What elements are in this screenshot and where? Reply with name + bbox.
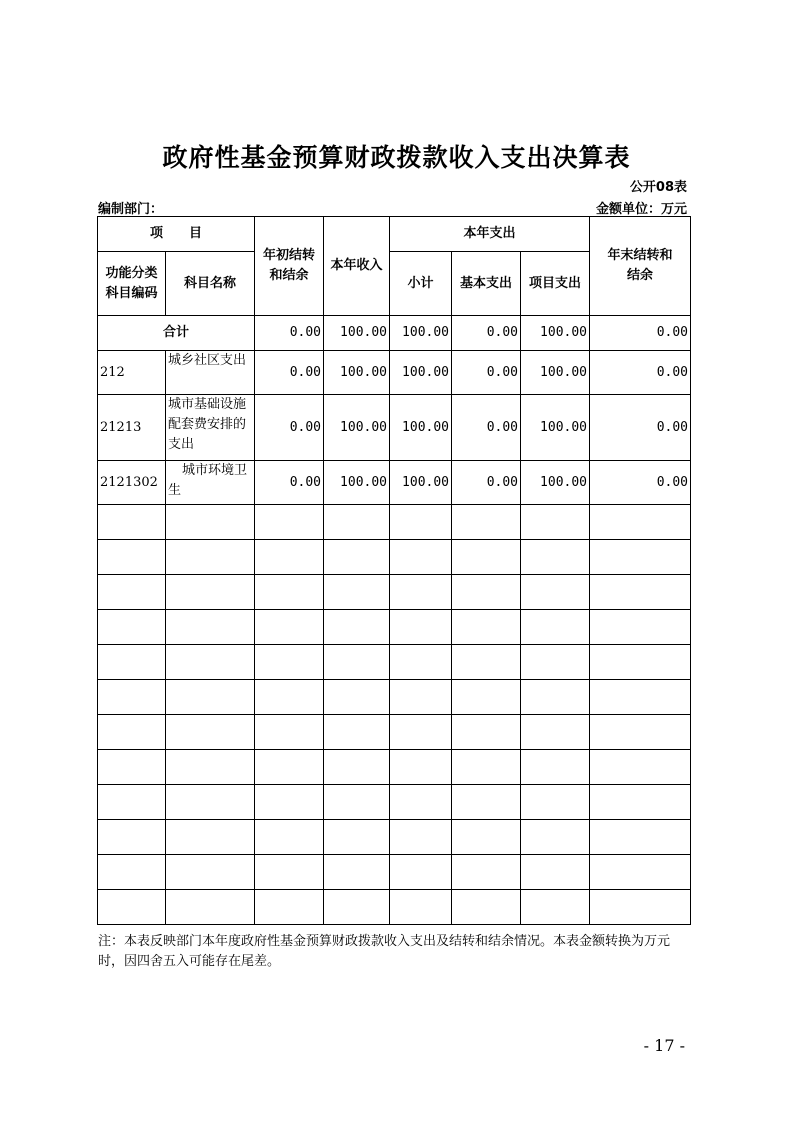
row-carry-end: 0.00 (590, 395, 691, 461)
empty-row (98, 785, 691, 820)
row-name: 城市基础设施配套费安排的支出 (166, 395, 255, 461)
header-item: 项 目 (98, 217, 255, 252)
row-code: 2121302 (98, 461, 166, 505)
row-code: 21213 (98, 395, 166, 461)
empty-row (98, 750, 691, 785)
header-carry-begin: 年初结转和结余 (255, 217, 324, 316)
table-note: 注：本表反映部门本年度政府性基金预算财政拨款收入支出及结转和结余情况。本表金额转换为万元时，因四舍五入可能存在尾差。 (98, 934, 671, 969)
empty-row (98, 890, 691, 925)
table-row (98, 461, 691, 505)
empty-row (98, 680, 691, 715)
row-code: 212 (98, 351, 166, 395)
header-income: 本年收入 (324, 217, 390, 316)
row-subtotal: 100.00 (390, 351, 452, 395)
row-carry-end: 0.00 (590, 351, 691, 395)
row-project: 100.00 (521, 461, 590, 505)
row-subtotal: 100.00 (390, 395, 452, 461)
header-subtotal: 小计 (390, 252, 452, 316)
row-carry-begin: 0.00 (255, 461, 324, 505)
total-carry-begin: 0.00 (255, 316, 324, 351)
row-income: 100.00 (324, 395, 390, 461)
empty-row (98, 855, 691, 890)
row-project: 100.00 (521, 351, 590, 395)
total-carry-end: 0.00 (590, 316, 691, 351)
row-basic: 0.00 (452, 395, 521, 461)
page-number: - 17 - (643, 1036, 685, 1055)
total-row (98, 316, 691, 351)
page-title: 政府性基金预算财政拨款收入支出决算表 (162, 143, 631, 172)
empty-row (98, 505, 691, 540)
header-basic: 基本支出 (452, 252, 521, 316)
row-basic: 0.00 (452, 461, 521, 505)
empty-row (98, 715, 691, 750)
table-row (98, 351, 691, 395)
empty-row (98, 575, 691, 610)
row-carry-begin: 0.00 (255, 395, 324, 461)
total-label: 合计 (98, 316, 255, 351)
header-expense-group: 本年支出 (390, 217, 590, 252)
row-project: 100.00 (521, 395, 590, 461)
header-project: 项目支出 (521, 252, 590, 316)
row-carry-end: 0.00 (590, 461, 691, 505)
header-name: 科目名称 (166, 252, 255, 316)
budget-table (97, 216, 691, 925)
total-income: 100.00 (324, 316, 390, 351)
empty-row (98, 540, 691, 575)
row-basic: 0.00 (452, 351, 521, 395)
row-subtotal: 100.00 (390, 461, 452, 505)
dept-label: 编制部门： (98, 202, 164, 217)
header-code: 功能分类科目编码 (98, 252, 166, 316)
table-row (98, 395, 691, 461)
row-income: 100.00 (324, 351, 390, 395)
empty-row (98, 820, 691, 855)
total-basic: 0.00 (452, 316, 521, 351)
total-subtotal: 100.00 (390, 316, 452, 351)
empty-row (98, 610, 691, 645)
form-number: 公开08表 (629, 180, 687, 195)
header-carry-end: 年末结转和结余 (590, 217, 691, 316)
row-income: 100.00 (324, 461, 390, 505)
row-name: 城乡社区支出 (166, 351, 255, 395)
total-project: 100.00 (521, 316, 590, 351)
unit-label: 金额单位：万元 (595, 202, 687, 217)
row-name: 城市环境卫生 (166, 461, 255, 505)
empty-row (98, 645, 691, 680)
row-carry-begin: 0.00 (255, 351, 324, 395)
